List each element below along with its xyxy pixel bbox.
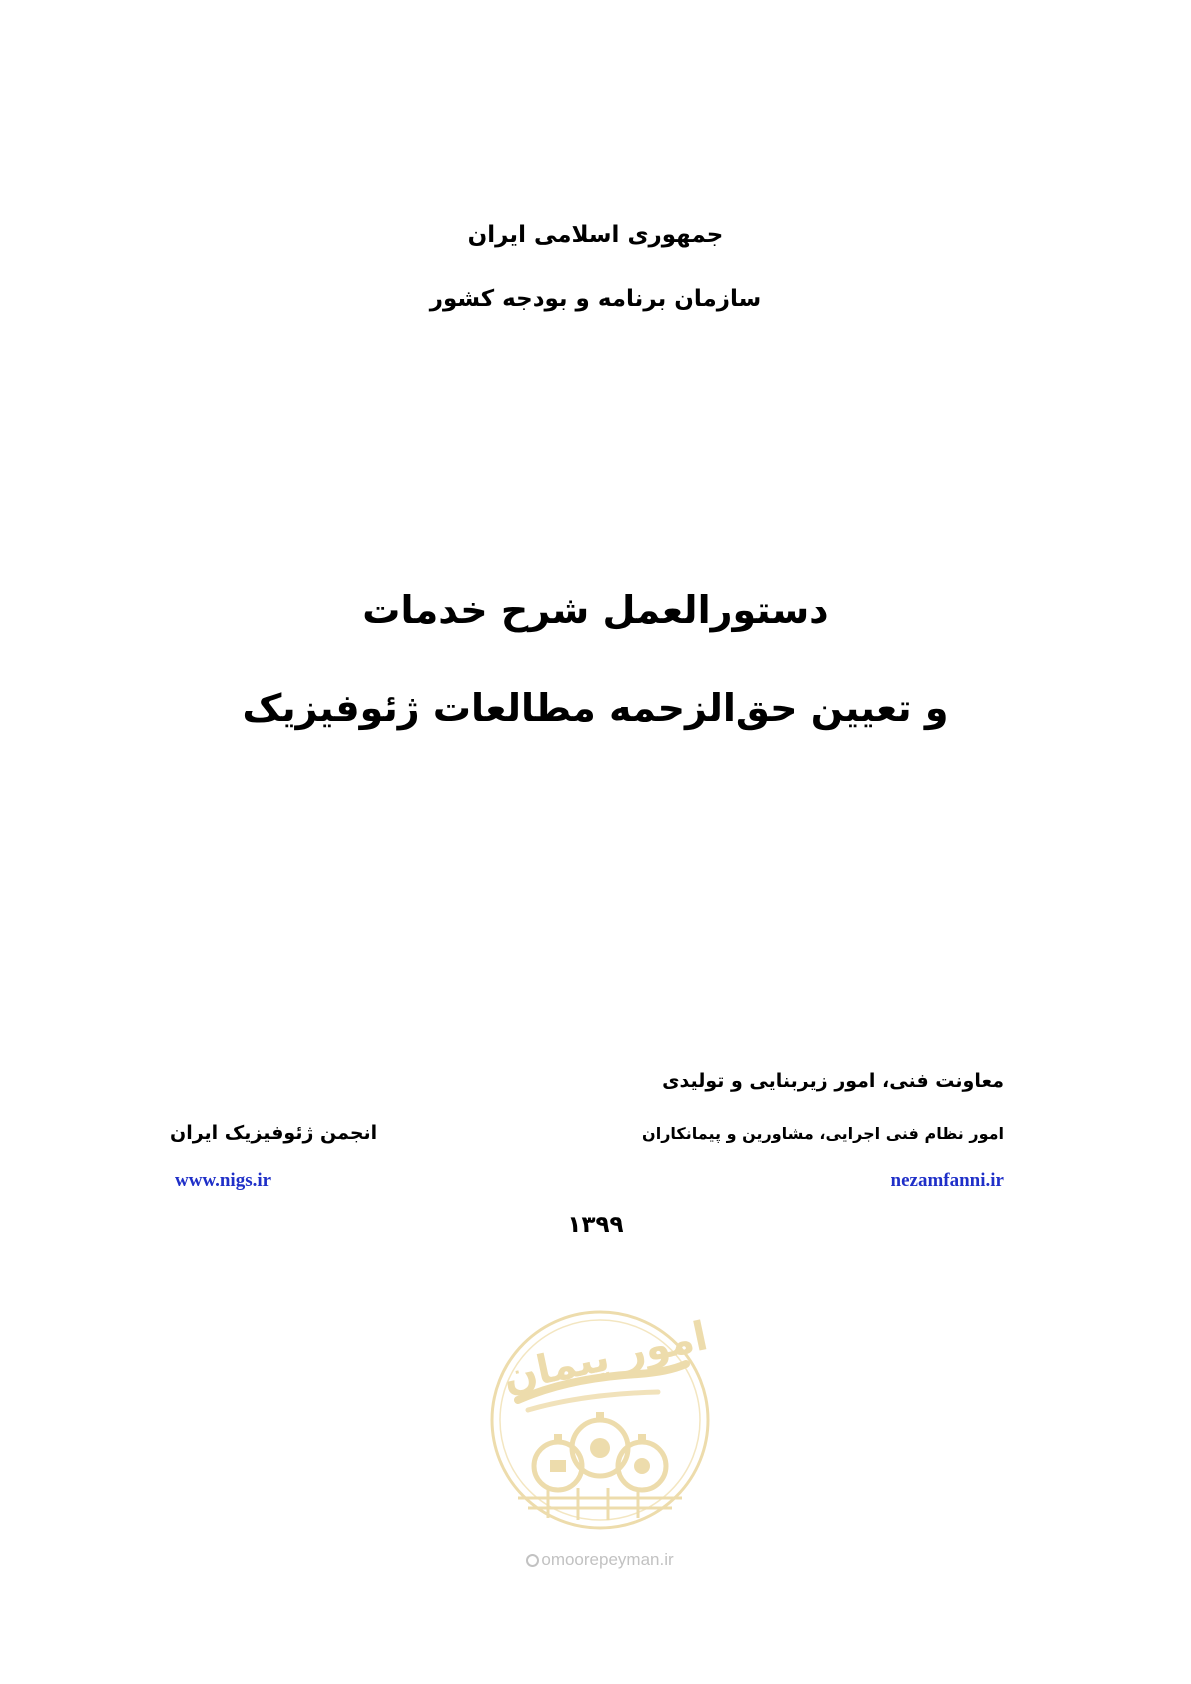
country-name: جمهوری اسلامی ایران xyxy=(467,222,724,248)
watermark-seal-icon xyxy=(488,1308,712,1532)
society-name: انجمن ژئوفیزیک ایران xyxy=(170,1122,378,1144)
document-title-line-1: دستورالعمل شرح خدمات xyxy=(362,588,829,632)
nigs-link[interactable]: www.nigs.ir xyxy=(175,1170,272,1191)
watermark-logo xyxy=(488,1308,712,1532)
affairs-name: امور نظام فنی اجرایی، مشاورین و پیمانکاران xyxy=(642,1124,1004,1143)
deputy-name: معاونت فنی، امور زیربنایی و تولیدی xyxy=(662,1070,1004,1092)
publication-year: ۱۳۹۹ xyxy=(567,1212,624,1238)
watermark-site xyxy=(505,1550,695,1570)
globe-icon xyxy=(526,1554,539,1567)
watermark-logo-text: امور پیمان xyxy=(498,1313,712,1402)
watermark-site-text: omoorepeyman.ir xyxy=(541,1550,674,1569)
organization-name: سازمان برنامه و بودجه کشور xyxy=(429,286,762,312)
document-title-line-2: و تعیین حق‌الزحمه مطالعات ژئوفیزیک xyxy=(242,686,949,730)
nezamfanni-link[interactable]: nezamfanni.ir xyxy=(890,1170,1004,1191)
